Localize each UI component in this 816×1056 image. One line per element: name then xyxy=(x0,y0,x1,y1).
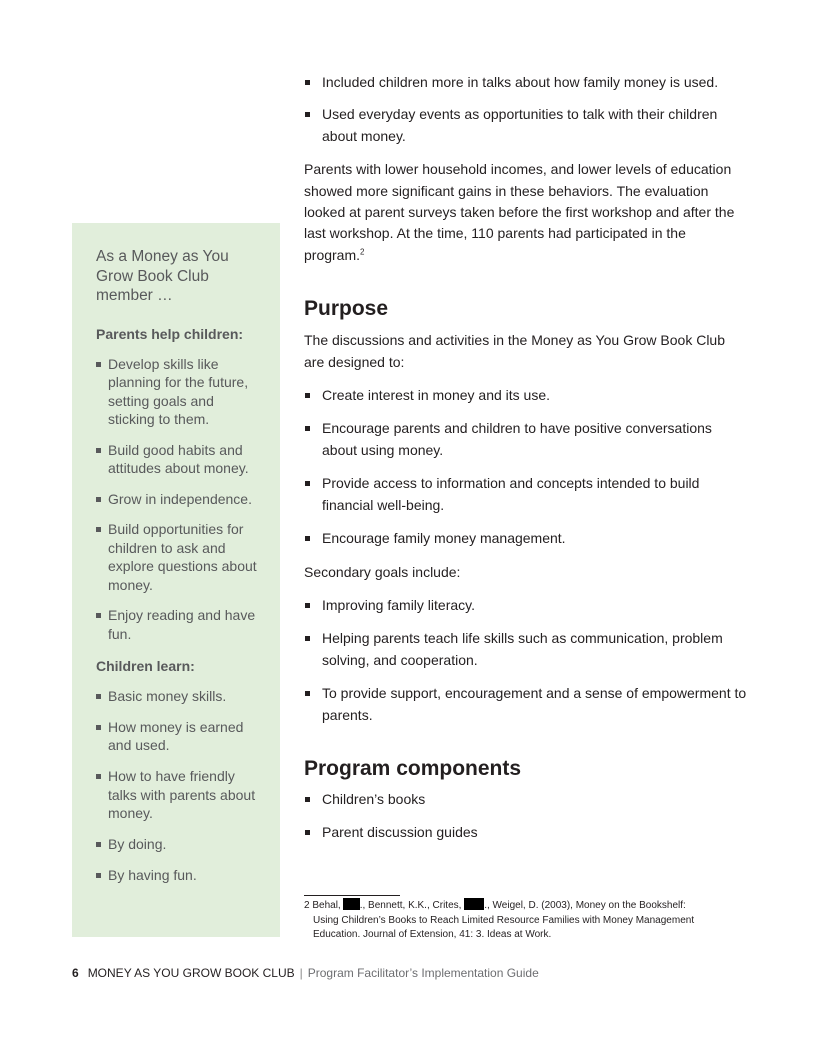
footnote-divider xyxy=(304,895,400,896)
list-item: Basic money skills. xyxy=(96,687,264,706)
list-item: Build opportunities for children to ask and explore questions about money. xyxy=(96,520,264,594)
footnote-line-3: Education. Journal of Extension, 41: 3. Ideas at Work. xyxy=(313,929,552,940)
footnote-reference[interactable]: 2 xyxy=(360,247,365,257)
main-content xyxy=(304,72,748,856)
redaction-block xyxy=(464,898,484,910)
list-item: Used everyday events as opportunities to talk with their children about money. xyxy=(304,104,748,147)
list-item: Grow in independence. xyxy=(96,490,264,509)
parents-help-title: Parents help children: xyxy=(96,325,244,342)
list-item: By having fun. xyxy=(96,866,264,885)
footer-title: MONEY AS YOU GROW BOOK CLUB xyxy=(87,966,295,980)
list-item: Children’s books xyxy=(304,789,748,810)
list-item: Encourage parents and children to have positive conversations about using money. xyxy=(304,418,748,461)
redaction-block xyxy=(343,898,360,910)
purpose-bullet-list xyxy=(304,385,748,549)
footnote-line-1 xyxy=(304,898,744,914)
intro-paragraph xyxy=(304,159,748,266)
children-learn-title: Children learn: xyxy=(96,658,195,674)
footnote-author: Behal, xyxy=(312,900,341,911)
list-item: Helping parents teach life skills such as communication, problem solving, and cooperation. xyxy=(304,628,748,671)
list-item: How to have friendly talks with parents about money. xyxy=(96,767,264,823)
list-item: By doing. xyxy=(96,835,264,854)
list-item: Create interest in money and its use. xyxy=(304,385,748,406)
list-item: Develop skills like planning for the future, setting goals and sticking to them. xyxy=(96,355,264,429)
page-footer xyxy=(72,965,539,981)
footnote xyxy=(304,898,744,943)
purpose-heading: Purpose xyxy=(304,297,389,321)
sidebar-heading: As a Money as You Grow Book Club member … xyxy=(96,248,229,304)
program-components-heading: Program components xyxy=(304,756,522,780)
secondary-goals-list xyxy=(304,595,748,726)
sidebar-callout xyxy=(72,223,280,937)
footer-separator: | xyxy=(299,966,303,980)
list-item: Parent discussion guides xyxy=(304,822,748,843)
list-item: Encourage family money management. xyxy=(304,528,748,549)
program-components-list xyxy=(304,789,748,844)
footnote-number: 2 xyxy=(304,900,310,911)
footnote-line-2: Using Children’s Books to Reach Limited Resource Families with Money Management xyxy=(313,914,695,926)
list-item: Enjoy reading and have fun. xyxy=(96,606,264,643)
intro-paragraph-text: Parents with lower household incomes, and lower levels of education showed more significant gains in these behaviors. The evaluation looked at parent surveys taken before the first workshop and after the last workshop. At the time, 110 parents had participated in the program. xyxy=(304,161,735,263)
page-number: 6 xyxy=(72,966,79,980)
footer-subtitle: Program Facilitator’s Implementation Guide xyxy=(307,966,539,980)
list-item: Improving family literacy. xyxy=(304,595,748,616)
list-item: To provide support, encouragement and a sense of empowerment to parents. xyxy=(304,683,748,726)
list-item: How money is earned and used. xyxy=(96,718,264,755)
footnote-text: ., Bennett, K.K., Crites, xyxy=(359,900,462,911)
footnote-text: ., Weigel, D. (2003), Money on the Bookshelf: xyxy=(484,900,686,911)
list-item: Provide access to information and concepts intended to build financial well-being. xyxy=(304,473,748,516)
secondary-goals-lead: Secondary goals include: xyxy=(304,563,461,580)
list-item: Build good habits and attitudes about money. xyxy=(96,441,264,478)
children-learn-list xyxy=(96,687,264,885)
parents-help-list xyxy=(96,355,264,644)
intro-bullet-list xyxy=(304,72,748,147)
purpose-lead: The discussions and activities in the Money as You Grow Book Club are designed to: xyxy=(304,332,726,370)
list-item: Included children more in talks about how family money is used. xyxy=(304,72,748,93)
